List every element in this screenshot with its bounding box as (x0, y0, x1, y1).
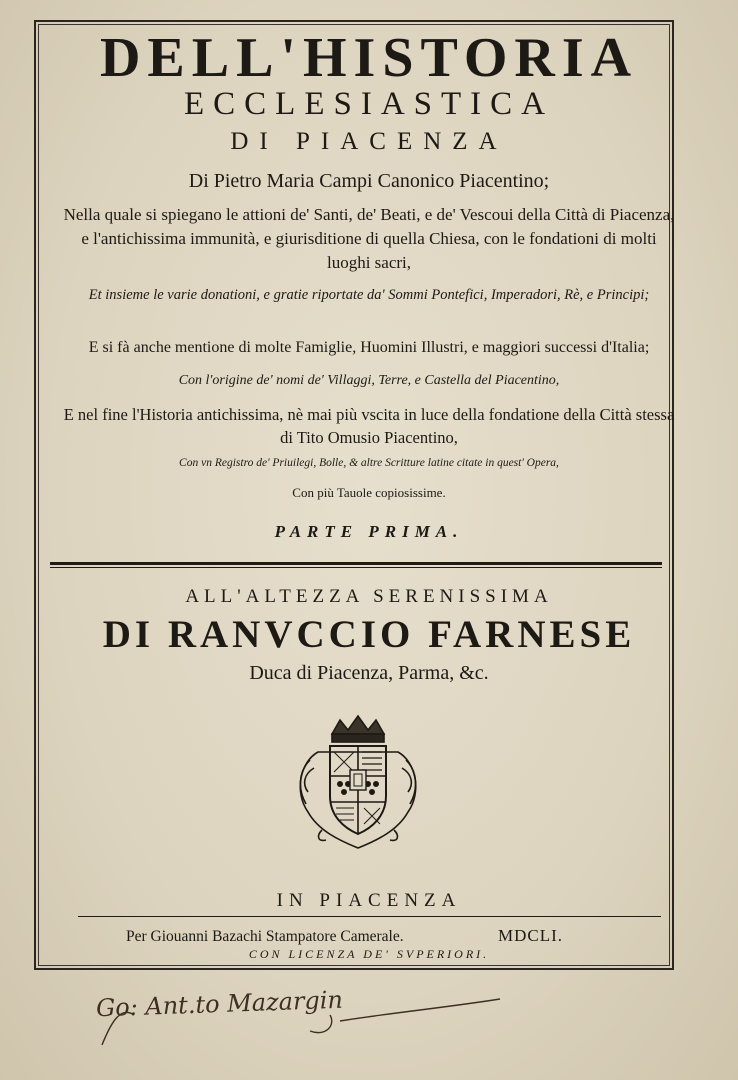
imprint-year: MDCLI. (498, 926, 564, 945)
imprint-city: IN PIACENZA (276, 890, 462, 911)
description-paragraph-1: Nella quale si spiegano le attioni de' Santi, de' Beati, e de' Vescoui della Città di Piacenza, e l'antichissima immunità, e giurisditione di quella Chiesa, con le fondationi di molti luoghi sacri, (63, 205, 675, 272)
description-paragraph-3: E si fà anche mentione di molte Famiglie, Huomini Illustri, e maggiori successi d'Italia; (88, 339, 650, 356)
parte-prima: PARTE PRIMA. (274, 522, 464, 541)
coat-of-arms-icon (288, 712, 428, 856)
title-line-1: DELL'HISTORIA (99, 27, 639, 89)
dedication-line-3: Duca di Piacenza, Parma, &c. (249, 662, 489, 684)
imprint-licenza: CON LICENZA DE' SVPERIORI. (248, 947, 490, 961)
divider-rule (50, 562, 662, 568)
description-paragraph-5: E nel fine l'Historia antichissima, nè mai più vscita in luce della fondatione della Città stessa di Tito Omusio Piacentino, (63, 405, 675, 447)
imprint-printer: Per Giouanni Bazachi Stampatore Camerale. (126, 928, 404, 945)
description-paragraph-2: Et insieme le varie donationi, e gratie riportate da' Sommi Pontefici, Imperadori, Rè, e Principi; (88, 287, 650, 303)
description-paragraph-7: Con più Tauole copiosissime. (292, 485, 446, 500)
description-paragraph-4: Con l'origine de' nomi de' Villaggi, Terre, e Castella del Piacentino, (178, 373, 560, 388)
description-paragraph-6: Con vn Registro de' Priuilegi, Bolle, & altre Scritture latine citate in quest' Opera, (179, 457, 559, 469)
author-line: Di Pietro Maria Campi Canonico Piacentino; (188, 170, 550, 192)
title-line-3: DI PIACENZA (230, 128, 508, 155)
handwritten-signature: Go: Ant.to Mazargin (95, 985, 344, 1023)
imprint-rule (78, 916, 661, 917)
dedication-line-2: DI RANVCCIO FARNESE (102, 613, 636, 656)
title-line-2: ECCLESIASTICA (183, 86, 554, 122)
dedication-line-1: ALL'ALTEZZA SERENISSIMA (185, 586, 553, 607)
